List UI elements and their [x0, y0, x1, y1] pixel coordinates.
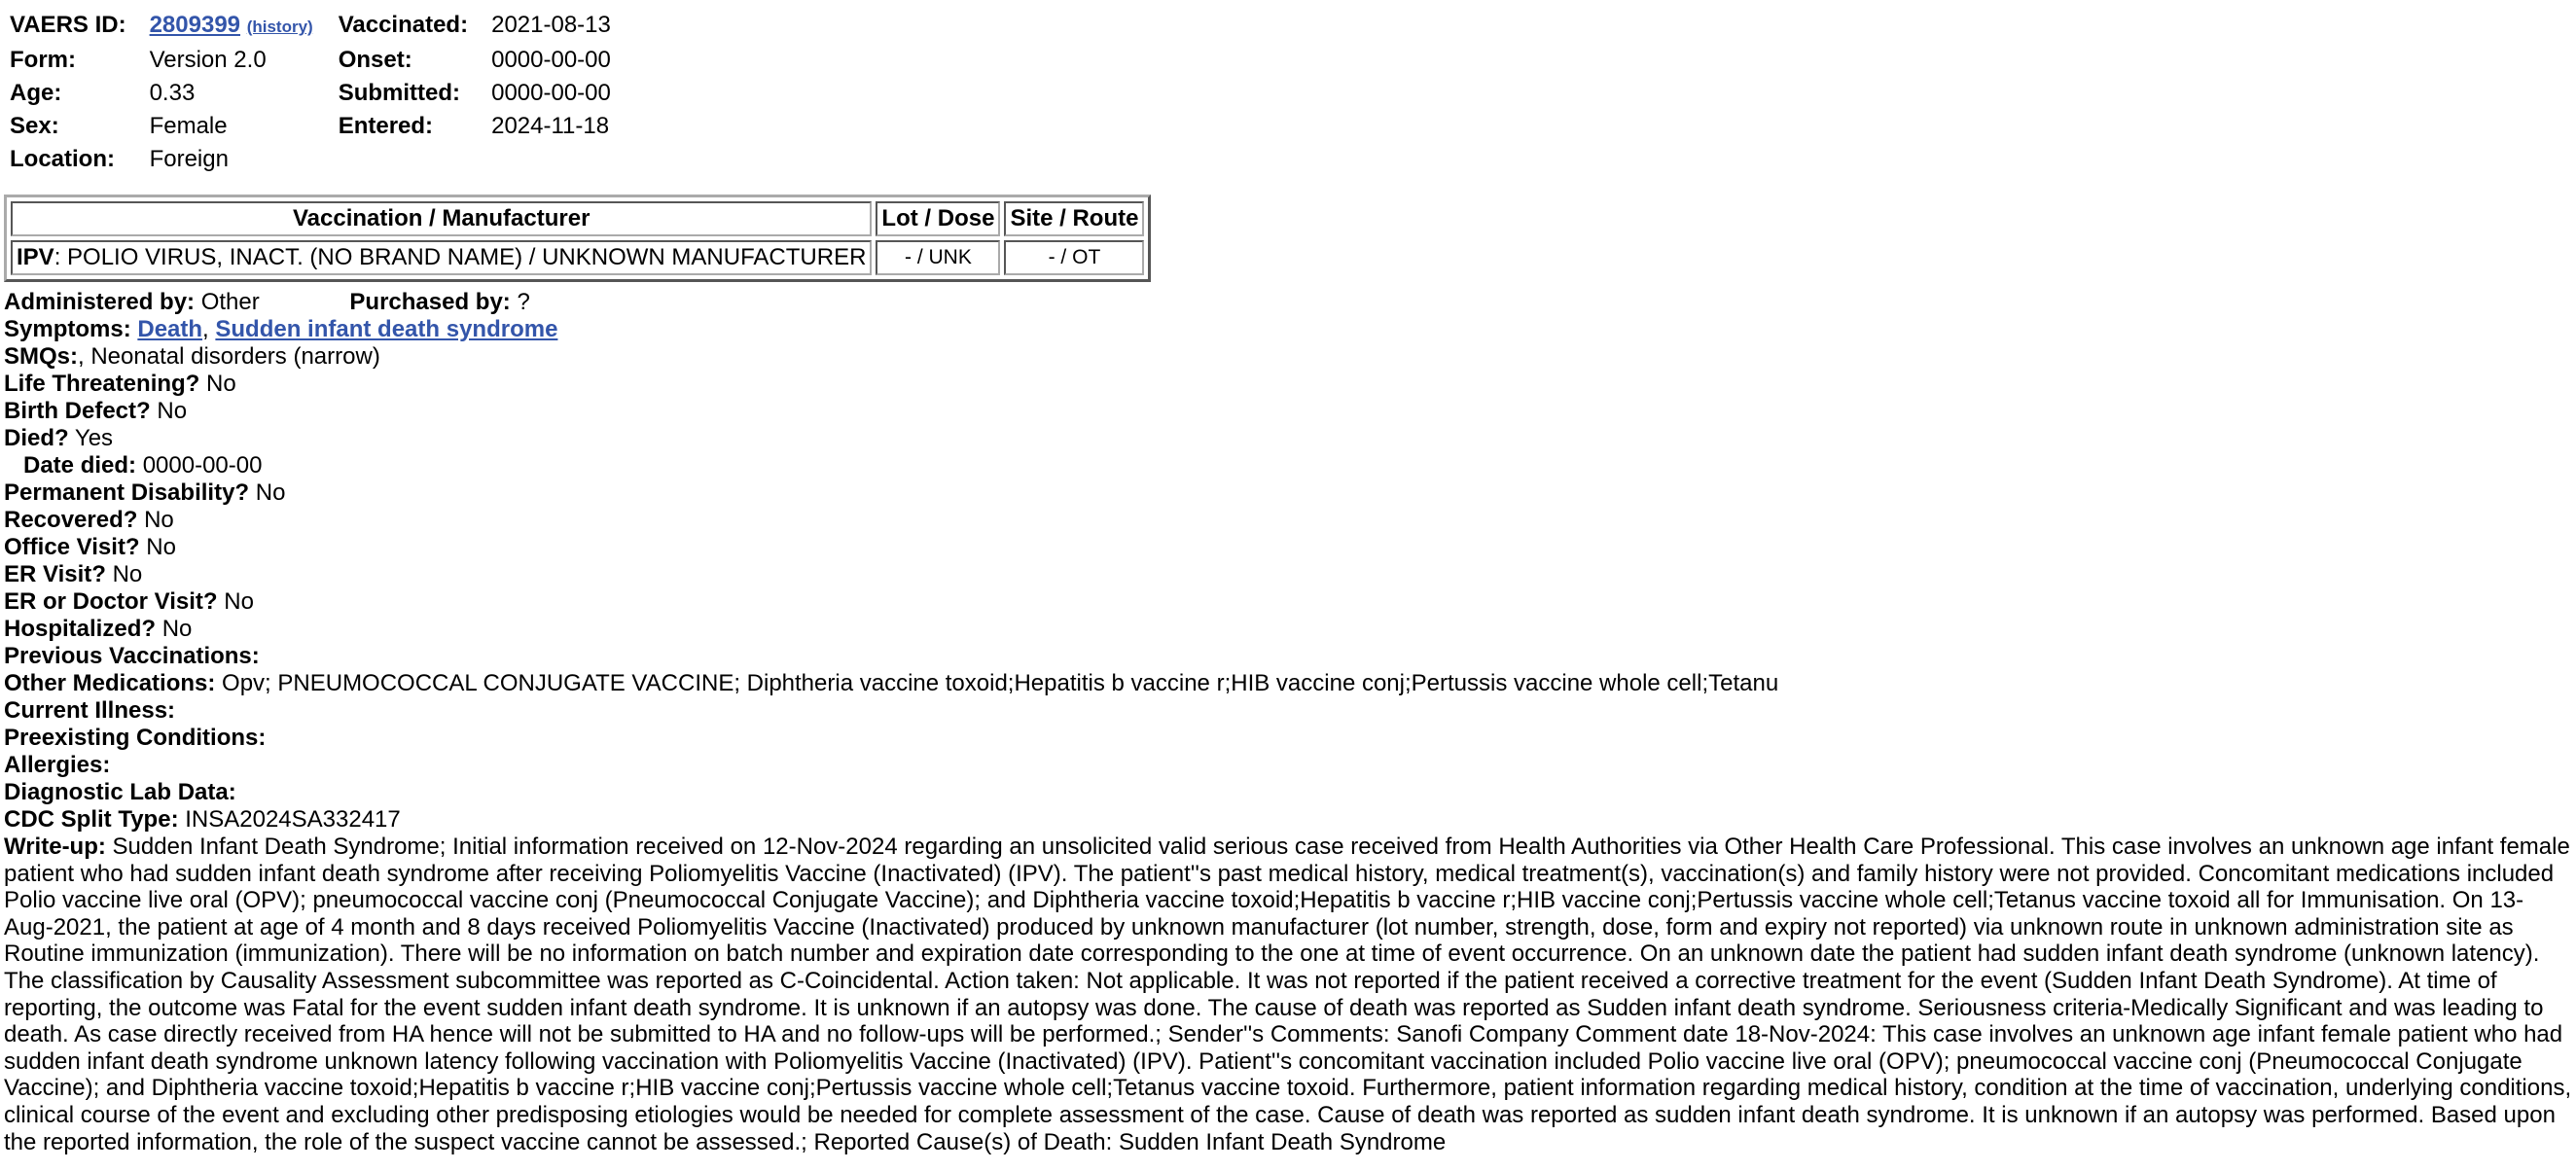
- symptom-death-link[interactable]: Death: [137, 316, 203, 342]
- recovered-value: No: [144, 507, 174, 533]
- symptom-sids-link[interactable]: Sudden infant death syndrome: [215, 316, 558, 342]
- vax-description: : POLIO VIRUS, INACT. (NO BRAND NAME) / UNKNOWN MANUFACTURER: [54, 244, 867, 270]
- smqs-row: [4, 343, 2572, 371]
- life-threatening-value: No: [206, 371, 236, 397]
- er-visit-label: ER Visit?: [4, 561, 106, 587]
- diagnostic-lab-data-label: Diagnostic Lab Data:: [4, 779, 236, 805]
- current-illness-row: [4, 697, 2572, 725]
- lot-dose-header: Lot / Dose: [876, 201, 1000, 236]
- other-medications-label: Other Medications:: [4, 670, 216, 696]
- er-doctor-visit-value: No: [224, 588, 254, 615]
- permanent-disability-value: No: [255, 479, 286, 506]
- life-threatening-row: [4, 371, 2572, 398]
- vaccinated-value: 2021-08-13: [491, 12, 611, 38]
- writeup-block: [4, 834, 2572, 1155]
- location-label: Location:: [10, 146, 115, 172]
- vaccination-table: [4, 195, 1151, 282]
- cdc-split-type-row: [4, 806, 2572, 834]
- other-medications-row: [4, 670, 2572, 697]
- allergies-label: Allergies:: [4, 752, 111, 778]
- report-details: [4, 289, 2572, 1155]
- table-row: [11, 240, 1144, 275]
- cdc-split-type-label: CDC Split Type:: [4, 806, 179, 833]
- location-value: Foreign: [149, 146, 229, 172]
- office-visit-value: No: [146, 534, 176, 560]
- birth-defect-value: No: [157, 398, 188, 424]
- entered-value: 2024-11-18: [491, 113, 610, 139]
- site-route-cell: - / OT: [1004, 240, 1144, 275]
- vaccination-manufacturer-header: Vaccination / Manufacturer: [11, 201, 872, 236]
- submitted-value: 0000-00-00: [491, 80, 611, 106]
- hospitalized-label: Hospitalized?: [4, 616, 157, 642]
- purchased-label: Purchased by:: [349, 289, 511, 315]
- site-route-header: Site / Route: [1004, 201, 1144, 236]
- er-visit-value: No: [112, 561, 143, 587]
- preexisting-conditions-row: [4, 725, 2572, 752]
- symptoms-label: Symptoms:: [4, 316, 131, 342]
- previous-vaccinations-row: [4, 643, 2572, 670]
- smqs-label: SMQs:: [4, 343, 79, 370]
- cdc-split-type-value: INSA2024SA332417: [185, 806, 401, 833]
- history-link[interactable]: (history): [246, 18, 313, 36]
- current-illness-label: Current Illness:: [4, 697, 176, 724]
- symptom-separator: ,: [202, 316, 209, 342]
- lot-dose-cell: - / UNK: [876, 240, 1000, 275]
- permanent-disability-row: [4, 479, 2572, 507]
- other-medications-value: Opv; PNEUMOCOCCAL CONJUGATE VACCINE; Diphtheria vaccine toxoid;Hepatitis b vaccine r;HIB vaccine conj;Pertussis vaccine whole cell;Tetanu: [222, 670, 1779, 696]
- preexisting-conditions-label: Preexisting Conditions:: [4, 725, 267, 751]
- hospitalized-value: No: [161, 616, 193, 642]
- symptoms-row: [4, 316, 2572, 343]
- died-row: [4, 425, 2572, 452]
- vaers-id-label: VAERS ID:: [10, 12, 126, 38]
- smqs-value: , Neonatal disorders (narrow): [78, 343, 380, 370]
- vaccinated-label: Vaccinated:: [338, 12, 469, 38]
- vaers-id-cell: [146, 12, 317, 47]
- previous-vaccinations-label: Previous Vaccinations:: [4, 643, 260, 669]
- life-threatening-label: Life Threatening?: [4, 371, 200, 397]
- vaccination-table-header-row: [11, 201, 1144, 236]
- vaccination-cell: [11, 240, 872, 275]
- birth-defect-row: [4, 398, 2572, 425]
- form-value: Version 2.0: [149, 47, 267, 73]
- administered-label: Administered by:: [4, 289, 196, 315]
- age-label: Age:: [10, 80, 62, 106]
- recovered-row: [4, 507, 2572, 534]
- date-died-row: [4, 452, 2572, 479]
- onset-value: 0000-00-00: [491, 47, 611, 73]
- entered-label: Entered:: [338, 113, 434, 139]
- died-value: Yes: [74, 425, 114, 451]
- er-visit-row: [4, 561, 2572, 588]
- allergies-row: [4, 752, 2572, 779]
- administered-row: [4, 289, 2572, 316]
- died-label: Died?: [4, 425, 69, 451]
- onset-label: Onset:: [338, 47, 412, 73]
- recovered-label: Recovered?: [4, 507, 138, 533]
- form-label: Form:: [10, 47, 76, 73]
- vax-code: IPV: [17, 244, 54, 270]
- writeup-text: Sudden Infant Death Syndrome; Initial information received on 12-Nov-2024 regarding an unsolicited valid serious case received from Health Authorities via Other Health Care Professional. This case involves an unknown age infant female patient who had sudden infant death syndrome after receiving Poliomyelitis Vaccine (Inactivated) (IPV). The patient''s past medical history, medical treatment(s), vaccination(s) and family history were not provided. Concomitant medications included Polio vaccine live oral (OPV); pneumococcal vaccine conj (Pneumococcal Conjugate Vaccine); and Diphtheria vaccine toxoid;Hepatitis b vaccine r;HIB vaccine conj;Pertussis vaccine whole cell;Tetanus vaccine toxoid all for Immunisation. On 13-Aug-2021, the patient at age of 4 month and 8 days received Poliomyelitis Vaccine (Inactivated) produced by unknown manufacturer (lot number, strength, dose, form and expiry not reported) via unknown route in unknown administration site as Routine immunization (immunization). There will be no information on batch number and expiration date corresponding to the one at time of event occurrence. On an unknown date the patient had sudden infant death syndrome (unknown latency). The classification by Causality Assessment subcommittee was reported as C-Coincidental. Action taken: Not applicable. It was not reported if the patient received a corrective treatment for the event (Sudden Infant Death Syndrome). At time of reporting, the outcome was Fatal for the event sudden infant death syndrome. It is unknown if an autopsy was done. The cause of death was reported as Sudden infant death syndrome. Seriousness criteria-Medically Significant and was leading to death. As case directly received from HA hence will not be submitted to HA and no follow-ups will be performed.; Sender''s Comments: Sanofi Company Comment date 18-Nov-2024: This case involves an unknown age infant female patient who had sudden infant death syndrome unknown latency following vaccination with Poliomyelitis Vaccine (Inactivated) (IPV). Patient''s concomitant vaccination included Polio vaccine live oral (OPV); pneumococcal vaccine conj (Pneumococcal Conjugate Vaccine); and Diphtheria vaccine toxoid;Hepatitis b vaccine r;HIB vaccine conj;Pertussis vaccine whole cell;Tetanus vaccine toxoid. Furthermore, patient information regarding medical history, condition at the time of vaccination, underlying conditions, clinical course of the event and excluding other predisposing etiologies would be needed for complete assessment of the case. Cause of death was reported as sudden infant death syndrome. It is unknown if an autopsy was performed. Based upon the reported information, the role of the suspect vaccine cannot be assessed.; Reported Cause(s) of Death: Sudden Infant Death Syndrome: [4, 834, 2572, 1155]
- date-died-value: 0000-00-00: [142, 452, 263, 479]
- sex-value: Female: [149, 113, 228, 139]
- administered-value: Other: [200, 289, 260, 315]
- er-doctor-visit-label: ER or Doctor Visit?: [4, 588, 218, 615]
- writeup-label: Write-up:: [4, 834, 106, 860]
- report-header-table: [6, 12, 615, 179]
- purchased-value: ?: [517, 289, 530, 315]
- age-value: 0.33: [149, 80, 196, 106]
- er-doctor-visit-row: [4, 588, 2572, 616]
- sex-label: Sex:: [10, 113, 59, 139]
- permanent-disability-label: Permanent Disability?: [4, 479, 250, 506]
- vaers-id-link[interactable]: 2809399: [149, 12, 241, 38]
- office-visit-row: [4, 534, 2572, 561]
- birth-defect-label: Birth Defect?: [4, 398, 151, 424]
- submitted-label: Submitted:: [338, 80, 461, 106]
- hospitalized-row: [4, 616, 2572, 643]
- date-died-label: Date died:: [23, 452, 137, 479]
- office-visit-label: Office Visit?: [4, 534, 140, 560]
- diagnostic-lab-data-row: [4, 779, 2572, 806]
